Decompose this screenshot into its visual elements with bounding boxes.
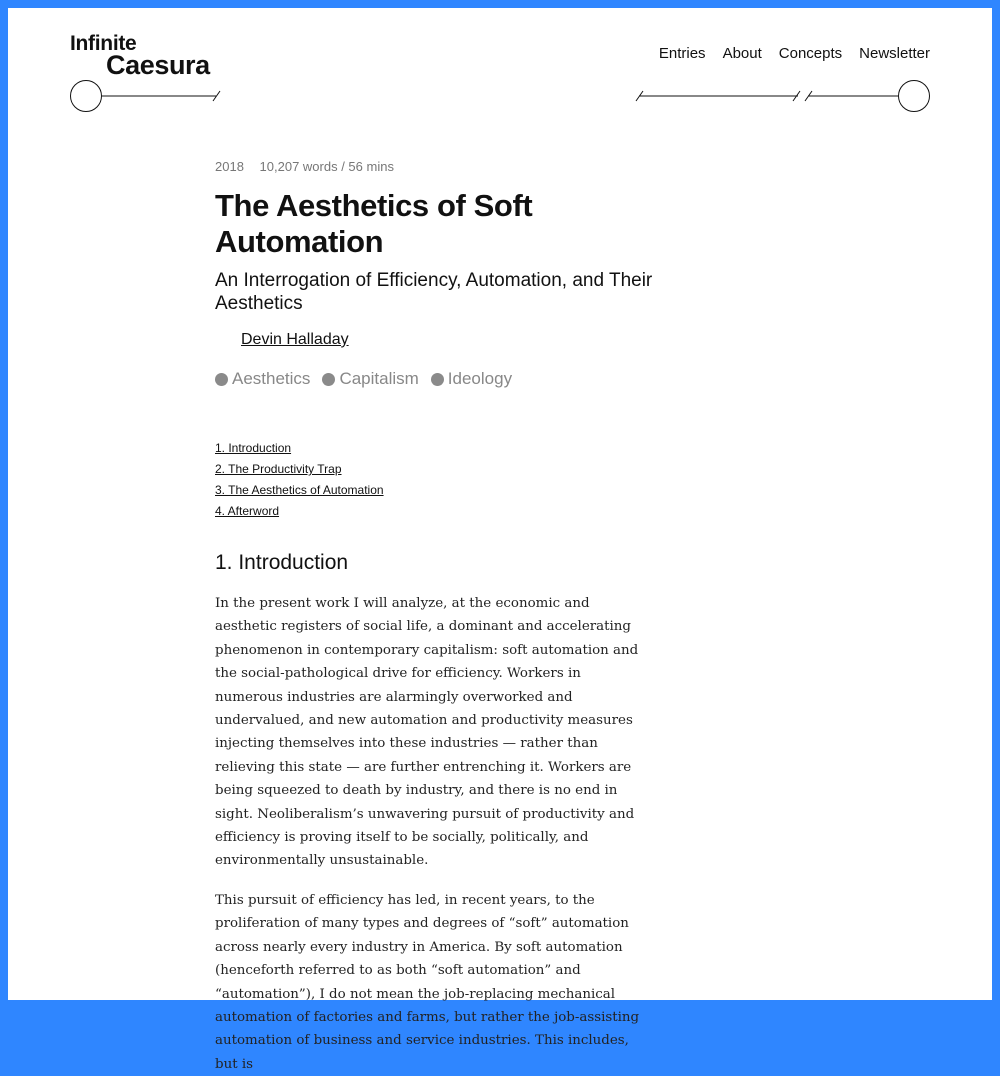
- article-length: 10,207 words / 56 mins: [259, 159, 394, 174]
- tag-label: Aesthetics: [232, 369, 311, 388]
- tag-ideology[interactable]: [431, 369, 512, 389]
- tag-dot-icon: [322, 373, 335, 386]
- toc-item: [215, 479, 685, 500]
- tag-aesthetics[interactable]: [215, 369, 310, 389]
- article: [215, 158, 685, 1076]
- nav-concepts[interactable]: Concepts: [778, 45, 843, 62]
- article-meta: [215, 158, 685, 176]
- nav-entries[interactable]: Entries: [658, 45, 706, 62]
- toc-link-aesthetics-of-automation[interactable]: 3. The Aesthetics of Automation: [215, 483, 384, 497]
- header-decoration: [8, 78, 992, 118]
- tag-list: [215, 367, 685, 391]
- tag-label: Capitalism: [339, 369, 419, 388]
- toc-item: [215, 458, 685, 479]
- body-paragraph-2: This pursuit of efficiency has led, in recent years, to the proliferation of many types and degrees of “soft” automation across nearly every industry in America. By soft automation (henceforth referred to as both “soft automation” and “automation”), I do not mean the job-replacing mechanical automation of factories and farms, but rather the job-assisting automation of business and service industries. This includes, but is: [215, 892, 640, 1072]
- left-circle-ornament: [71, 81, 102, 112]
- table-of-contents: [215, 437, 685, 521]
- nav-newsletter[interactable]: Newsletter: [859, 45, 930, 62]
- toc-link-introduction[interactable]: 1. Introduction: [215, 441, 292, 455]
- article-subtitle: An Interrogation of Efficiency, Automation, and Their Aesthetics: [215, 270, 653, 314]
- article-title: The Aesthetics of Soft Automation: [215, 188, 533, 259]
- tag-dot-icon: [215, 373, 228, 386]
- author-link[interactable]: Devin Halladay: [241, 331, 349, 348]
- tag-capitalism[interactable]: [322, 369, 418, 389]
- page: [8, 8, 992, 1072]
- right-circle-ornament: [899, 81, 930, 112]
- nav-about[interactable]: About: [722, 45, 762, 62]
- site-logo[interactable]: [70, 32, 230, 82]
- main-nav: [659, 45, 930, 63]
- toc-item: [215, 500, 685, 521]
- tag-label: Ideology: [447, 369, 513, 388]
- toc-link-afterword[interactable]: 4. Afterword: [215, 504, 280, 518]
- toc-link-productivity-trap[interactable]: 2. The Productivity Trap: [215, 462, 342, 476]
- tag-dot-icon: [431, 373, 444, 386]
- article-year: 2018: [215, 159, 244, 174]
- toc-item: [215, 437, 685, 458]
- body-paragraph-1: In the present work I will analyze, at the economic and aesthetic registers of social life, a dominant and accelerating phenomenon in contemporary capitalism: soft automation and the social-pathological drive for efficiency. Workers in numerous industries are alarmingly overworked and undervalued, and new automation and productivity measures injecting themselves into these industries — rather than relieving this state — are further entrenching it. Workers are being squeezed to death by industry, and there is no end in sight. Neoliberalism’s unwavering pursuit of productivity and efficiency is proving itself to be socially, politically, and environmentally unsustainable.: [215, 596, 639, 869]
- logo-line-caesura: Caesura: [106, 50, 210, 80]
- logo-line-infinite: Infinite: [70, 32, 137, 55]
- section-heading-introduction: 1. Introduction: [215, 551, 349, 574]
